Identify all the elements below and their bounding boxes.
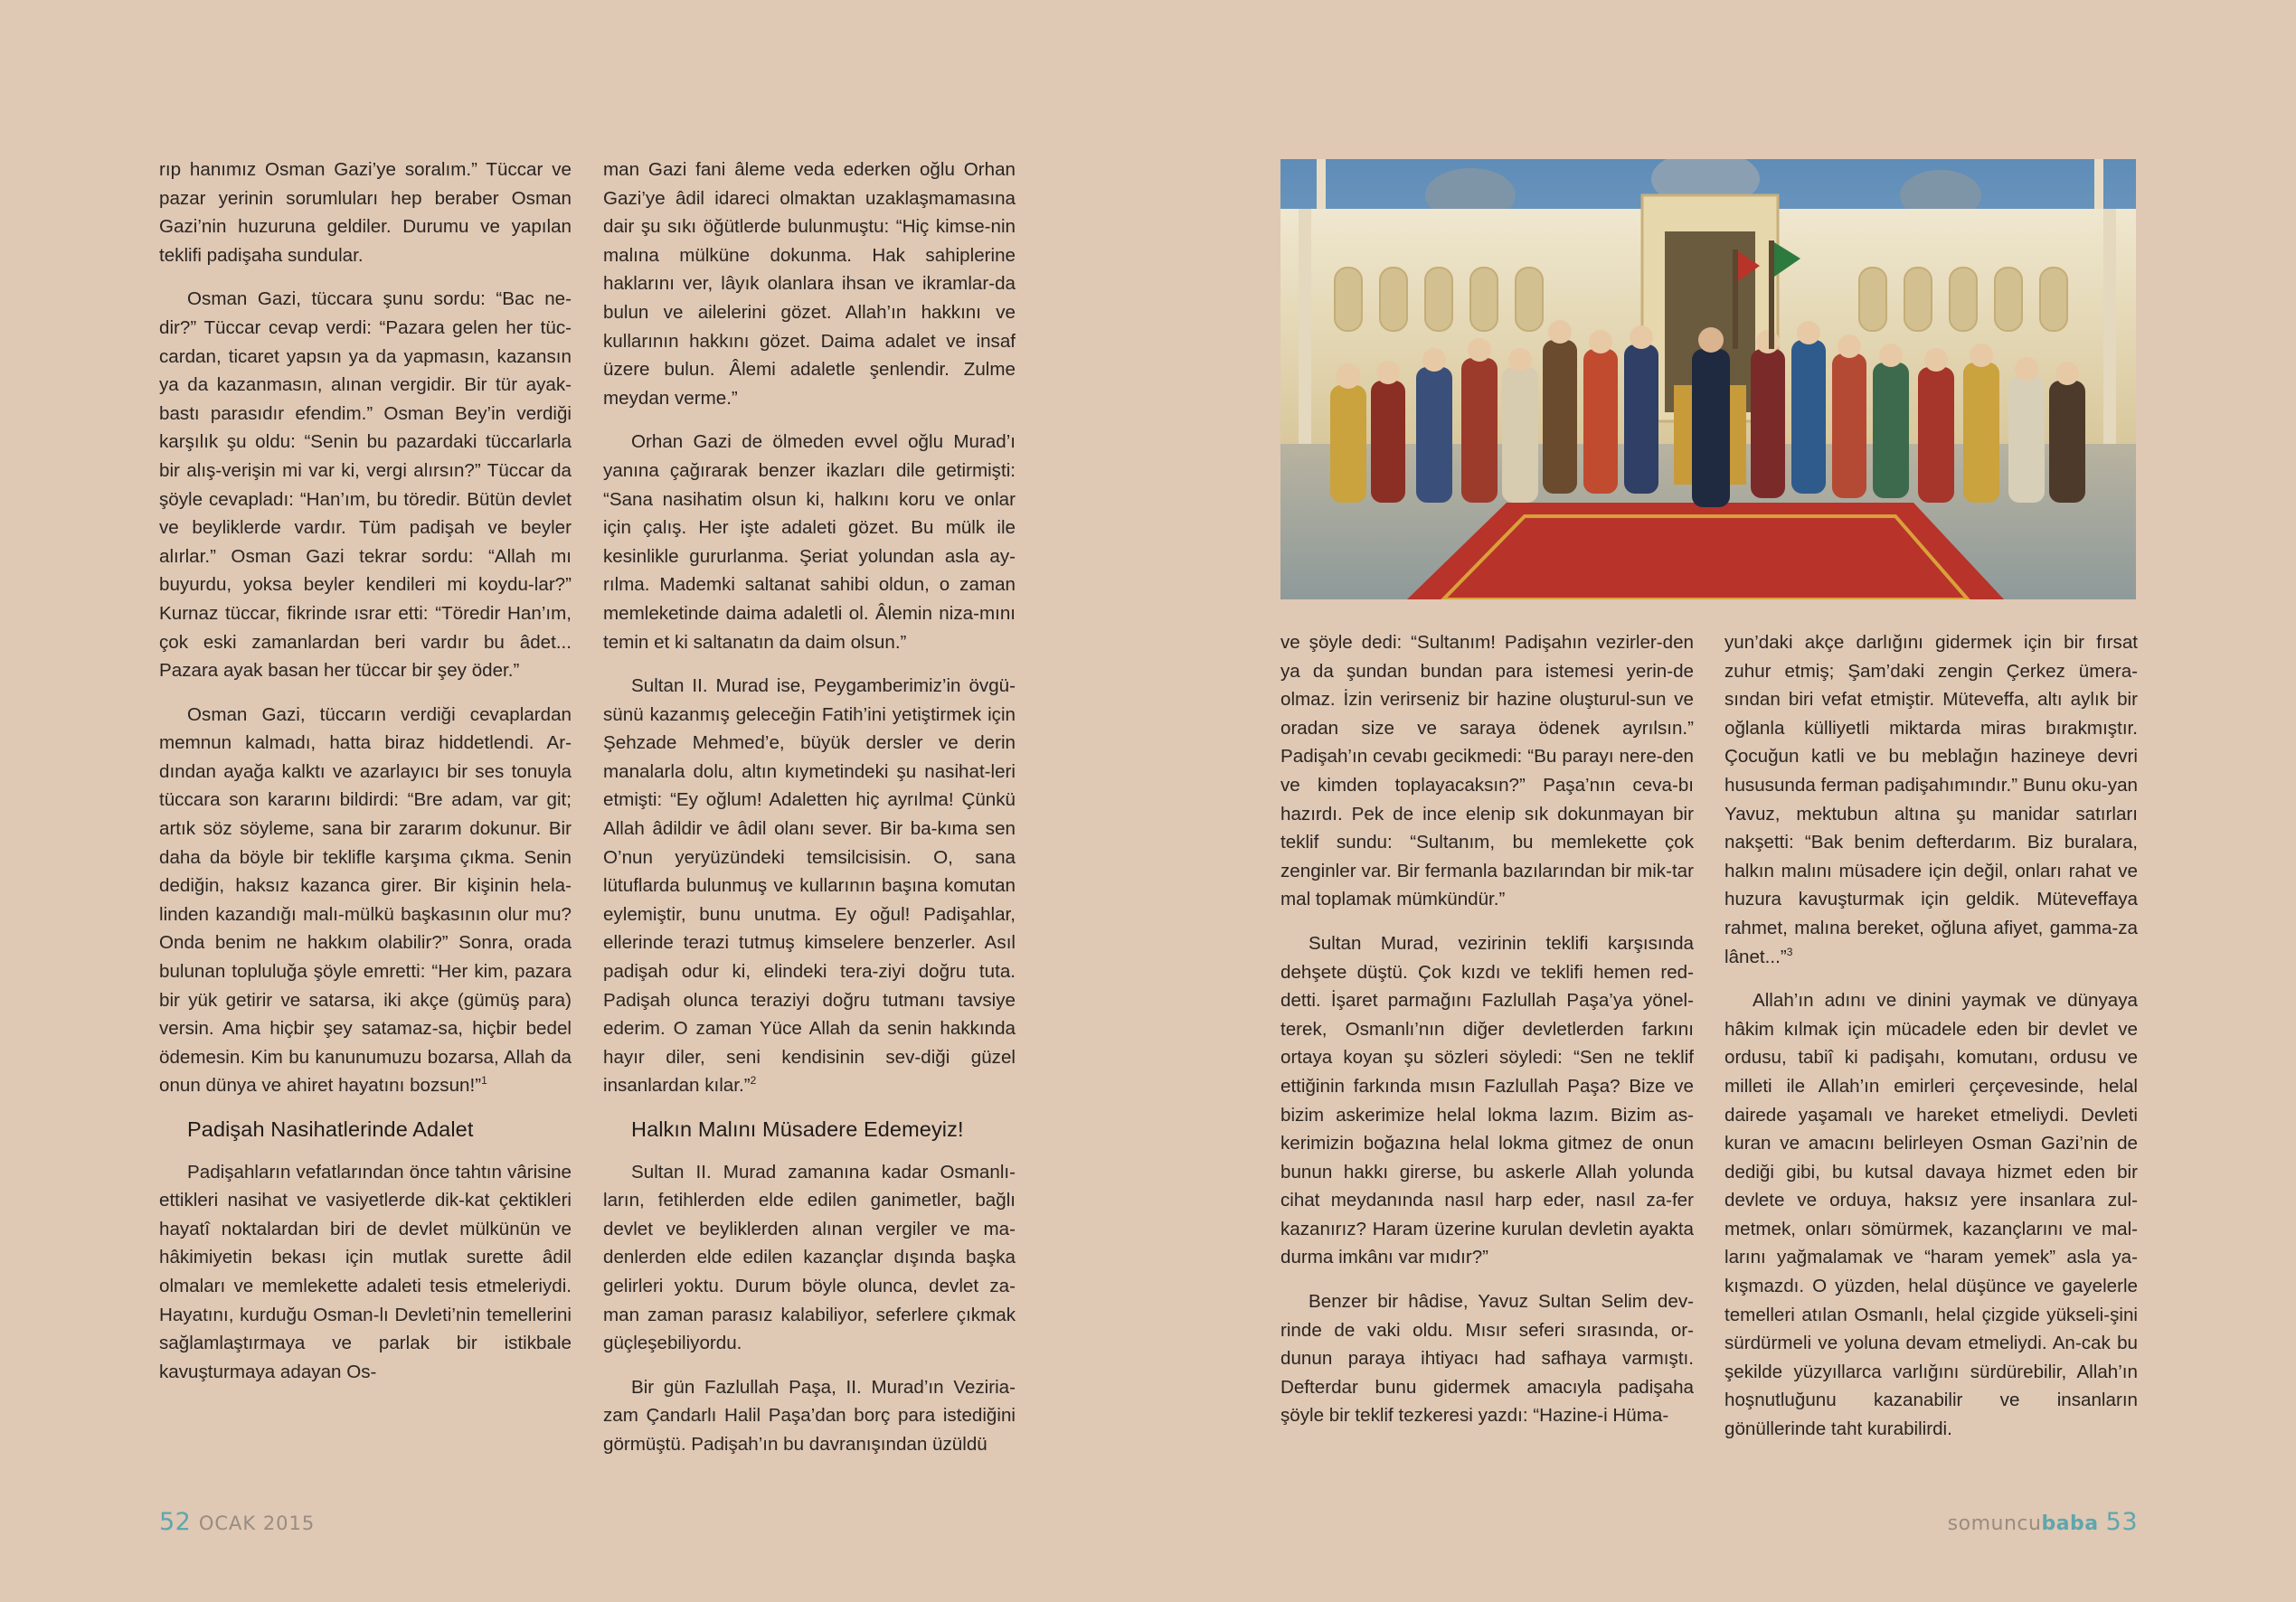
page-number-right: 53 <box>2105 1508 2138 1536</box>
text-column-2 <box>603 155 1016 1475</box>
paragraph-text: yun’daki akçe darlığını gidermek için bir fırsat zuhur etmiş; Şam’daki zengin Çerkez ümera-sından biri vefat etmiştir. Müteveffa, altı aylık bir oğlanla külliyetli miktarda miras bırakmıştır. Çocuğun katli ve bu meblağın hazineye devri hususunda ferman padişahımındır.” Bunu oku-yan Yavuz, mektubun altına şu manidar satırları nakşetti: “Bak benim defterdarım. Biz buralara, halkın malını müsadere için değil, onları rahat ve huzura kavuşturmak için geldik. Müteveffaya rahmet, malına bereket, oğluna afiyet, gamma-za lânet...” <box>1724 632 2138 967</box>
paragraph <box>159 701 572 1100</box>
paragraph <box>603 672 1016 1100</box>
section-heading: Halkın Malını Müsadere Edemeyiz! <box>631 1117 964 1141</box>
paragraph-text: Sultan II. Murad ise, Peygamberimiz’in övgü-sünü kazanmış geleceğin Fatih’ini yetiştirmek için Şehzade Mehmed’e, büyük dersler ve derin manalarla dolu, altın kıymetindeki şu nasihat-leri etmişti: “Ey oğlum! Adaletten hiç ayrılma! Çünkü Allah âdildir ve âdil olanı sever. Bir ba-kıma sen O’nun yeryüzündeki temsilcisisin. O, sana lütuflarda bulunmuş ve kullarının başına komutan eylemiştir, bunu unutma. Ey oğul! Padişahlar, ellerinde terazi tutmuş kimselere benzerler. Asıl padişah odur ki, elindeki tera-ziyi doğru tuta. Padişah olunca teraziyi doğru tutmanı tavsiye ederim. O zaman Yüce Allah da senin hakkında hayır diler, seni kendisinin sev-diği güzel insanlardan kılar.” <box>603 675 1016 1097</box>
text-column-3 <box>1280 628 1694 1446</box>
paragraph: Sultan Murad, vezirinin teklifi karşısında dehşete düştü. Çok kızdı ve teklifi hemen red-detti. İşaret parmağını Fazlullah Paşa’ya yönel-terek, Osmanlı’nın diğer devletlerden farkını ortaya koyan şu sözleri söyledi: “Sen ne teklif ettiğinin farkında mısın Fazlullah Paşa? Bize ve bizim askerimize helal lokma lazım. Bizim as-kerimizin boğazına helal lokma gitmez de onun bunun hakkı girerse, bu askerle Allah yolunda cihat meydanında nasıl harp eder, nasıl za-fer kazanırız? Haram üzerine kurulan devletin ayakta durma imkânı var mıdır?” <box>1280 932 1694 1268</box>
paragraph: Benzer bir hâdise, Yavuz Sultan Selim dev-rinde de vaki oldu. Mısır seferi sırasında, or-dunun paraya ihtiyacı had safhaya varmıştı. Defterdar bunu gidermek amacıyla padişaha şöyle bir teklif tezkeresi yazdı: “Hazine-i Hüma- <box>1280 1291 1694 1427</box>
text-column-4 <box>1724 628 2138 1459</box>
footnote-ref: 1 <box>481 1074 487 1088</box>
paragraph: Osman Gazi, tüccara şunu sordu: “Bac ne-dir?” Tüccar cevap verdi: “Pazara gelen her tüc-cardan, ticaret yapsın ya da yapmasın, kazansın ya da kazanmasın, alınan vergidir. Bir tür ayak-bastı parasıdır efendim.” Osman Bey’in verdiği karşılık şu oldu: “Senin bu pazardaki tüccarlarla bir alış-verişin mi var ki, vergi alırsın?” Tüccar da şöyle cevapladı: “Han’ım, bu töredir. Bütün devlet ve beyliklerde vardır. Tüm padişah ve beyler alırlar.” Osman Gazi tekrar sordu: “Allah mı buyurdu, yoksa beyler kendileri mi koydu-lar?” Kurnaz tüccar, fikrinde ısrar etti: “Töredir Han’ım, çok eski zamanlardan beri vardır bu âdet... Pazara ayak basan her tüccar bir şey öder.” <box>159 288 572 682</box>
page-number-left: 52 <box>159 1508 192 1536</box>
paragraph <box>1724 628 2138 971</box>
text-column-1 <box>159 155 572 1401</box>
paragraph: man Gazi fani âleme veda ederken oğlu Orhan Gazi’ye âdil idareci olmaktan uzaklaşmamasına dair şu sıkı öğütlerde bulunmuştu: “Hiç kimse-nin malına mülküne dokunma. Hak sahiplerine haklarını ver, lâyık olanlara ihsan ve ikramlar-da bulun ve ailelerini gözet. Allah’ın hakkını ve kullarının hakkını gözet. Daima adalet ve insaf üzere bulun. Âlemi adaletle şenlendir. Zulme meydan verme.” <box>603 159 1016 409</box>
left-folio <box>159 1508 315 1536</box>
right-folio <box>1948 1508 2138 1536</box>
paragraph: Bir gün Fazlullah Paşa, II. Murad’ın Veziria-zam Çandarlı Halil Paşa’dan borç para istediğini görmüştü. Padişah’ın bu davranışından üzüldü <box>603 1376 1016 1455</box>
ottoman-court-painting <box>1280 159 2136 599</box>
footnote-ref: 3 <box>1786 945 1793 958</box>
paragraph: Orhan Gazi de ölmeden evvel oğlu Murad’ı yanına çağırarak benzer ikazları dile getirmişti: “Sana nasihatim olsun ki, halkını koru ve onlar için çalış. Her işte adaleti gözet. Bu mülk ile kesinlikle gururlanma. Şeriat yolundan asla ay-rılma. Mademki saltanat sahibi oldun, o zaman memleketinde daima adaletli ol. Âlemin niza-mını temin et ki saltanatın da daim olsun.” <box>603 431 1016 653</box>
paragraph: Sultan II. Murad zamanına kadar Osmanlı-ların, fetihlerden elde edilen ganimetler, bağlı devlet ve beyliklerden alınan vergiler ve ma-denlerden elde edilen kazançlar dışında başka gelirleri yoktu. Durum böyle olunca, devlet za-man zaman parasız kalabiliyor, seferlere çıkmak güçleşebiliyordu. <box>603 1161 1016 1354</box>
paragraph: Allah’ın adını ve dinini yaymak ve dünyaya hâkim kılmak için mücadele eden bir devlet ve ordusu, tabiî ki padişahı, komutanı, ordusu ve milleti ile Allah’ın emirleri çerçevesinde, helal dairede yaşamalı ve hareket etmeliydi. Devleti kuran ve amacını belirleyen Osman Gazi’nin de dediği gibi, bu kutsal davaya hizmet eden bir devlete ve orduya, haksız yere insanlara zul-metmek, onları sömürmek, kazançlarını ve mal-larını yağmalamak ve “haram yemek” asla ya-kışmazdı. O yüzden, helal düşünce ve gayelerle temelleri atılan Osmanlı, helal çizgide yükseli-şini sürdürmeli ve yoluna devam etmeliydi. An-cak bu şekilde yüzyıllarca varlığını sürdürebilir, Allah’ın hoşnutluğunu kazanabilir ve insanların gönüllerinde taht kurabilirdi. <box>1724 990 2138 1440</box>
footnote-ref: 2 <box>750 1074 757 1088</box>
magazine-name-part1: somuncu <box>1947 1512 2042 1535</box>
paragraph-text: Osman Gazi, tüccarın verdiği cevaplardan memnun kalmadı, hatta biraz hiddetlendi. Ar-dından ayağa kalktı ve azarlayıcı bir ses tonuyla tüccara son kararını bildirdi: “Bre adam, var git; artık söz söyleme, sana bir zararım dokunur. Bir daha da böyle bir teklifle karşıma çıkma. Senin dediğin, haksız kazanca girer. Bir kişinin hela-linden kazandığı malı-mülkü başkasının olur mu? Onda benim ne hakkım olabilir?” Sonra, orada bulunan topluluğa şöyle emretti: “Her kim, pazara bir yük getirir ve satarsa, iki akçe (gümüş para) versin. Ama hiçbir şey satamaz-sa, hiçbir bedel ödemesin. Kim bu kanunumuzu bozarsa, Allah da onun dünya ve ahiret hayatını bozsun!” <box>159 703 572 1097</box>
section-heading: Padişah Nasihatlerinde Adalet <box>187 1117 474 1141</box>
paragraph: Padişahların vefatlarından önce tahtın vârisine ettikleri nasihat ve vasiyetlerde dik-kat çektikleri hayatî noktalardan biri de devlet mülkünün ve hâkimiyetin bekası için mutlak surette âdil olmaları ve memlekette adaleti tesis etmeleriydi. Hayatını, kurduğu Osman-lı Devleti’nin temellerini sağlamlaştırmaya ve parlak bir istikbale kavuşturmaya adayan Os- <box>159 1161 572 1382</box>
magazine-name-part2: baba <box>2041 1512 2099 1535</box>
issue-date: OCAK 2015 <box>198 1512 316 1534</box>
paragraph: ve şöyle dedi: “Sultanım! Padişahın vezirler-den ya da şundan bundan para istemesi yerin-de olmaz. İzin verirseniz bir hazine oluşturul-sun ve oradan size ve saraya ödenek ayrılsın.” Padişah’ın cevabı gecikmedi: “Bu parayı nere-den ve kimden toplayacaksın?” Paşa’nın ceva-bı hazırdı. Pek de ince elenip sık dokunmayan bir teklif sundu: “Sultanım, bu memlekette çok zenginler var. Bir fermanla bazılarından bir mik-tar mal toplamak mümkündür.” <box>1280 632 1694 910</box>
paragraph: rıp hanımız Osman Gazi’ye soralım.” Tüccar ve pazar yerinin sorumluları hep beraber Osman Gazi’nin huzuruna geldiler. Durumu ve yapılan teklifi padişaha sundular. <box>159 159 572 266</box>
